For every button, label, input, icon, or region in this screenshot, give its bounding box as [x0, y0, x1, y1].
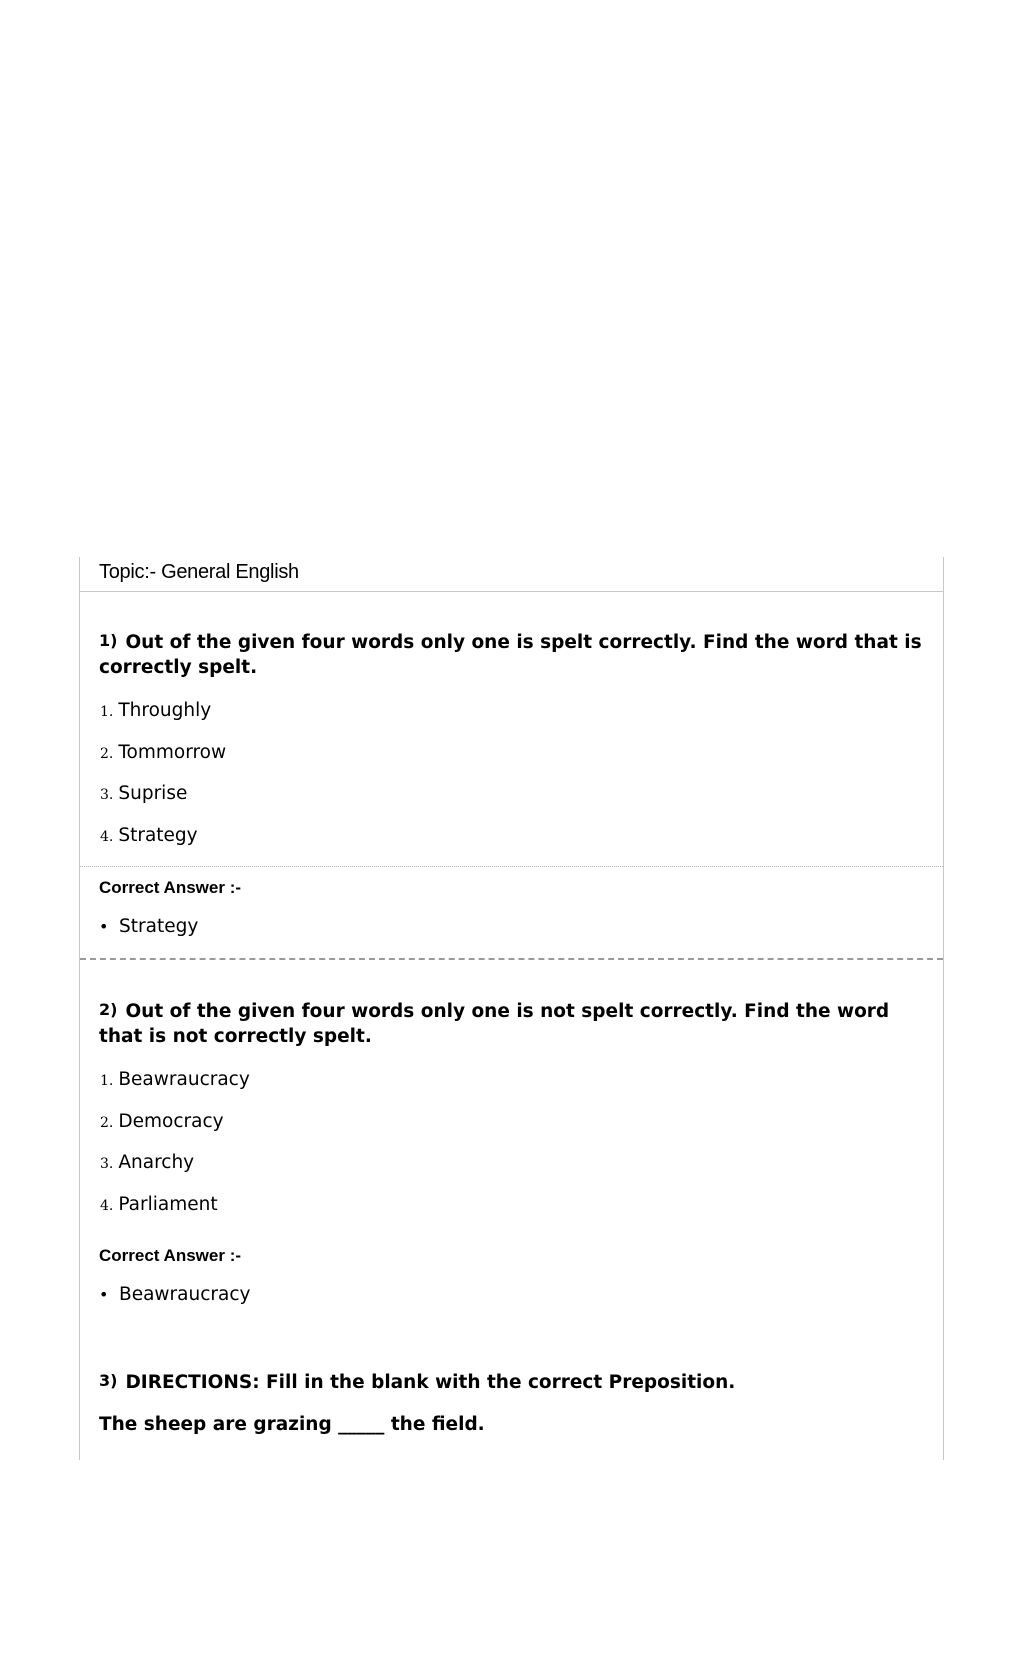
question-3-text: DIRECTIONS: Fill in the blank with the correct Preposition. — [125, 1372, 736, 1393]
question-2-text: Out of the given four words only one is not spelt correctly. Find the word that is not correctly spelt. — [99, 1001, 890, 1047]
bullet-icon: • — [99, 1285, 109, 1304]
question-divider — [80, 958, 943, 960]
question-1-answer-label: Correct Answer :- — [99, 878, 242, 897]
question-2-answer: • Beawraucracy — [99, 1284, 251, 1305]
question-2-number: 2) — [99, 1000, 118, 1019]
question-2-option-3: 3. Anarchy — [100, 1152, 195, 1173]
question-1-option-4: 4. Strategy — [100, 825, 198, 846]
question-1-option-2: 2. Tommorrow — [100, 742, 227, 763]
question-2-option-1: 1. Beawraucracy — [100, 1069, 250, 1090]
question-1-text: Out of the given four words only one is spelt correctly. Find the word that is correctly spelt. — [99, 632, 922, 678]
question-2-option-4: 4. Parliament — [100, 1194, 218, 1215]
question-1-answer: • Strategy — [99, 916, 199, 937]
question-panel — [79, 557, 944, 1460]
question-1-number: 1) — [99, 631, 118, 650]
question-3-number: 3) — [99, 1371, 118, 1390]
question-1-option-3: 3. Suprise — [100, 783, 188, 804]
question-2-answer-label: Correct Answer :- — [99, 1246, 242, 1265]
question-3-sentence: The sheep are grazing _____ the field. — [99, 1414, 485, 1435]
bullet-icon: • — [99, 917, 109, 936]
answer-divider-1 — [80, 866, 943, 867]
question-3 — [99, 1370, 924, 1395]
question-2 — [99, 999, 924, 1049]
question-1-option-1: 1. Throughly — [100, 700, 212, 721]
topic-header: Topic:- General English — [80, 557, 943, 592]
question-2-option-2: 2. Democracy — [100, 1111, 224, 1132]
question-1 — [99, 630, 924, 680]
